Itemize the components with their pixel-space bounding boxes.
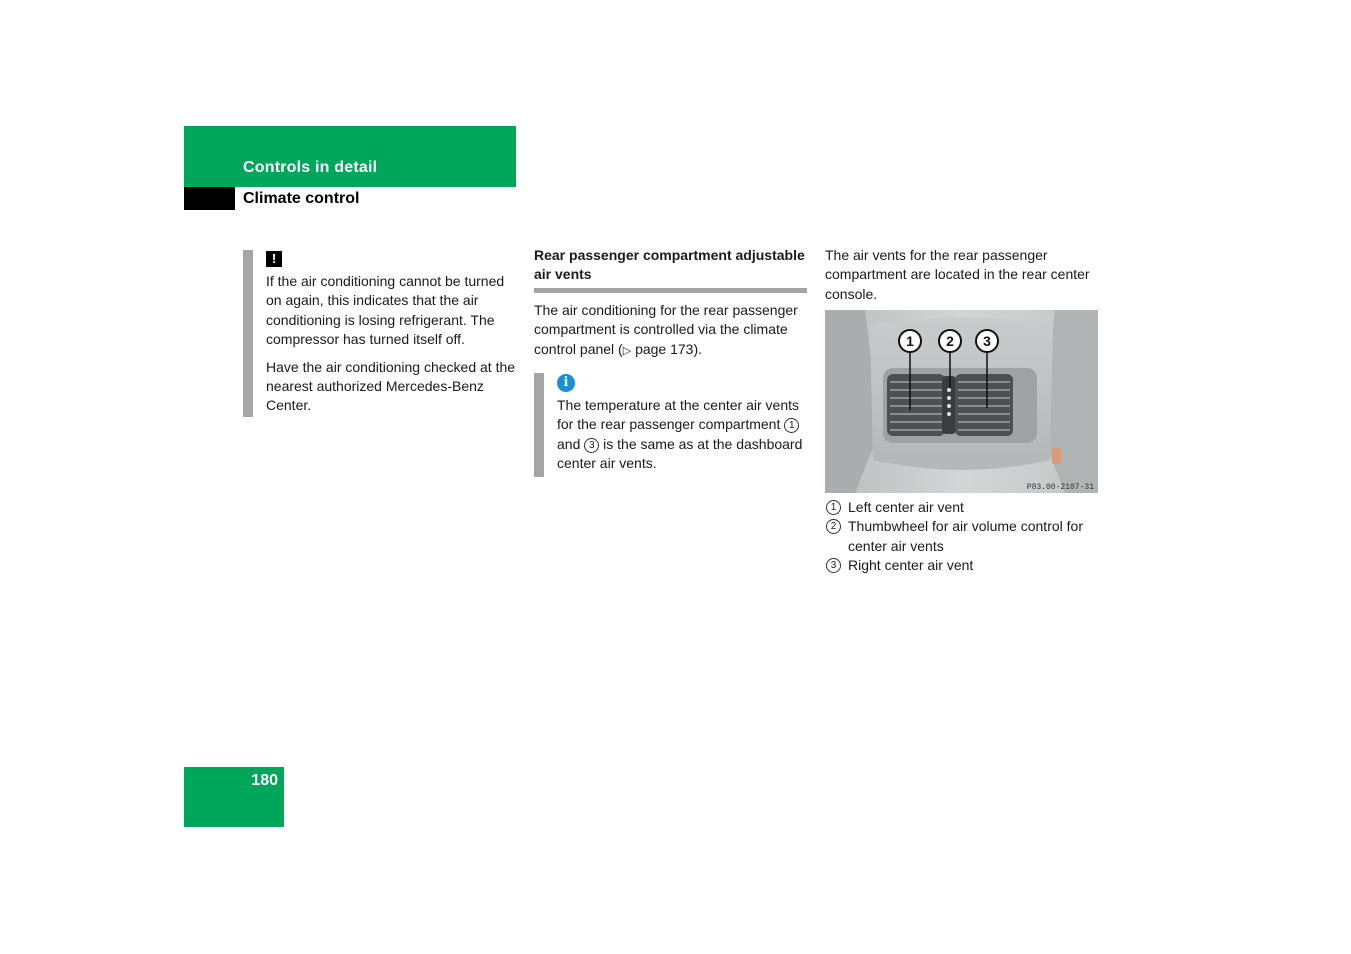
legend-item <box>825 517 1105 556</box>
legend-text: Left center air vent <box>848 499 964 515</box>
info-icon-row <box>557 373 808 396</box>
page-number-box <box>184 767 284 827</box>
paragraph-text: The air conditioning for the rear passenger compartment is controlled via the climate control panel ( <box>534 302 798 357</box>
legend-text: Right center air vent <box>848 557 974 574</box>
subsection-heading: Rear passenger compartment adjustable air vents <box>534 246 807 293</box>
callout-1 <box>899 330 921 352</box>
air-vents-intro-paragraph: The air vents for the rear passenger compartment are located in the rear center console. <box>825 247 1090 302</box>
climate-panel-paragraph <box>534 301 809 360</box>
callout-label-1: 1 <box>906 333 914 349</box>
legend-number: 3 <box>826 558 841 573</box>
right-center-vent <box>955 374 1013 436</box>
page-reference: page 173). <box>631 340 703 357</box>
figure-code: P83.00-2107-31 <box>1026 483 1094 492</box>
rear-air-vents-figure <box>825 310 1098 493</box>
legend-item <box>825 498 1105 517</box>
page-number: 180 <box>251 772 278 789</box>
column2-body <box>534 301 809 360</box>
warning-note <box>243 250 515 417</box>
info-text-1: The temperature at the center air vents for the rear passenger compartment <box>557 397 800 433</box>
info-text-2: is the same as at the dashboard center air vents. <box>557 435 803 472</box>
callout-ref-3: 3 <box>584 438 599 453</box>
callout-label-2: 2 <box>946 333 954 349</box>
info-icon: i <box>557 374 575 392</box>
section-marker <box>184 187 235 210</box>
legend-number: 1 <box>826 500 841 515</box>
warning-icon-row <box>266 250 517 272</box>
warning-paragraph-2: Have the air conditioning checked at the nearest authorized Mercedes-Benz Center. <box>266 358 516 414</box>
legend-text: Thumbwheel for air volume control for center air vents <box>848 518 1083 554</box>
callout-label-3: 3 <box>983 333 991 349</box>
left-center-vent <box>887 374 945 436</box>
thumbwheel <box>942 376 956 434</box>
callout-2 <box>939 330 961 352</box>
column3-intro <box>825 246 1100 304</box>
legend-number: 2 <box>826 519 841 534</box>
callout-3 <box>976 330 998 352</box>
chapter-title: Controls in detail <box>243 159 378 176</box>
callout-ref-1: 1 <box>784 418 799 433</box>
info-paragraph <box>557 396 808 474</box>
exclamation-icon: ! <box>266 251 282 267</box>
seatbelt-buckle <box>1052 448 1061 464</box>
info-note <box>534 373 806 477</box>
legend-item <box>825 556 1105 575</box>
figure-legend <box>825 498 1105 576</box>
warning-paragraph-1: If the air conditioning cannot be turned on again, this indicates that the air conditioning is losing refrigerant. The compressor has turned itself off. <box>266 273 505 348</box>
info-text-and: and <box>557 435 585 452</box>
chapter-header-bar <box>184 126 516 187</box>
page-ref-arrow-icon: ▷ <box>622 343 632 357</box>
section-title: Climate control <box>243 190 360 207</box>
